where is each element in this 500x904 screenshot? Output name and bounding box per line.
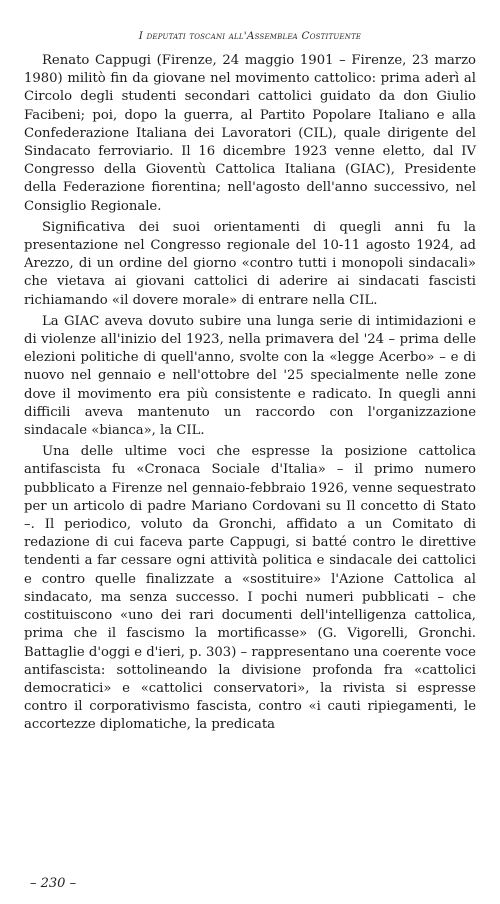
book-page [24, 30, 476, 735]
page-number: – 230 – [30, 876, 77, 891]
paragraph-2: Significativa dei suoi orientamenti di quegli anni fu la presentazione nel Congresso regionale del 10-11 agosto 1924, ad Arezzo, di un ordine del giorno «contro tutti i monopoli sindacali» che vietava ai giovani cattolici di aderire ai sindacati fascisti richiamando «il dovere morale» di entrare nella CIL. [24, 219, 476, 308]
paragraph-3: La GIAC aveva dovuto subire una lunga serie di intimidazioni e di violenze all'inizio del 1923, nella primavera del '24 – prima delle elezioni politiche di quell'anno, svolte con la «legge Acerbo» – e di nuovo nel gennaio e nell'ottobre del '25 specialmente nelle zone dove il movimento era più consistente e radicato. In quegli anni difficili aveva mantenuto un raccordo con l'organizzazione sindacale «bianca», la CIL. [24, 313, 476, 439]
running-head: I deputati toscani all'Assemblea Costituente [138, 30, 362, 42]
paragraph-1: Renato Cappugi (Firenze, 24 maggio 1901 – Firenze, 23 marzo 1980) militò fin da giovane nel movimento cattolico: prima aderì al Circolo degli studenti secondari cattolici guidato da don Giulio Facibeni; poi, dopo la guerra, al Partito Popolare Italiano e alla Confederazione Italiana dei Lavoratori (CIL), quale dirigente del Sindacato ferroviario. Il 16 dicembre 1923 venne eletto, dal IV Congresso della Gioventù Cattolica Italiana (GIAC), Presidente della Federazione fiorentina; nell'agosto dell'anno successivo, nel Consiglio Regionale. [24, 53, 476, 214]
body-text [24, 52, 476, 735]
paragraph-4: Una delle ultime voci che espresse la posizione cattolica antifascista fu «Cronaca Sociale d'Italia» – il primo numero pubblicato a Firenze nel gennaio-febbraio 1926, venne sequestrato per un articolo di padre Mariano Cordovani su Il concetto di Stato –. Il periodico, voluto da Gronchi, affidato a un Comitato di redazione di cui faceva parte Cappugi, si batté contro le direttive tendenti a far cessare ogni attività politica e sindacale dei cattolici e contro quelle finalizzate a «sostituire» l'Azione Cattolica al sindacato, ma senza successo. I pochi numeri pubblicati – che costituiscono «uno dei rari documenti dell'intelligenza cattolica, prima che il fascismo la mortificasse» (G. Vigorelli, Gronchi. Battaglie d'oggi e d'ieri, p. 303) – rappresentano una coerente voce antifascista: sottolineando la divisione profonda fra «cattolici democratici» e «cattolici conservatori», la rivista si espresse contro il corporativismo fascista, contro «i cauti ripiegamenti, le accortezze diplomatiche, la predicata [24, 444, 476, 733]
